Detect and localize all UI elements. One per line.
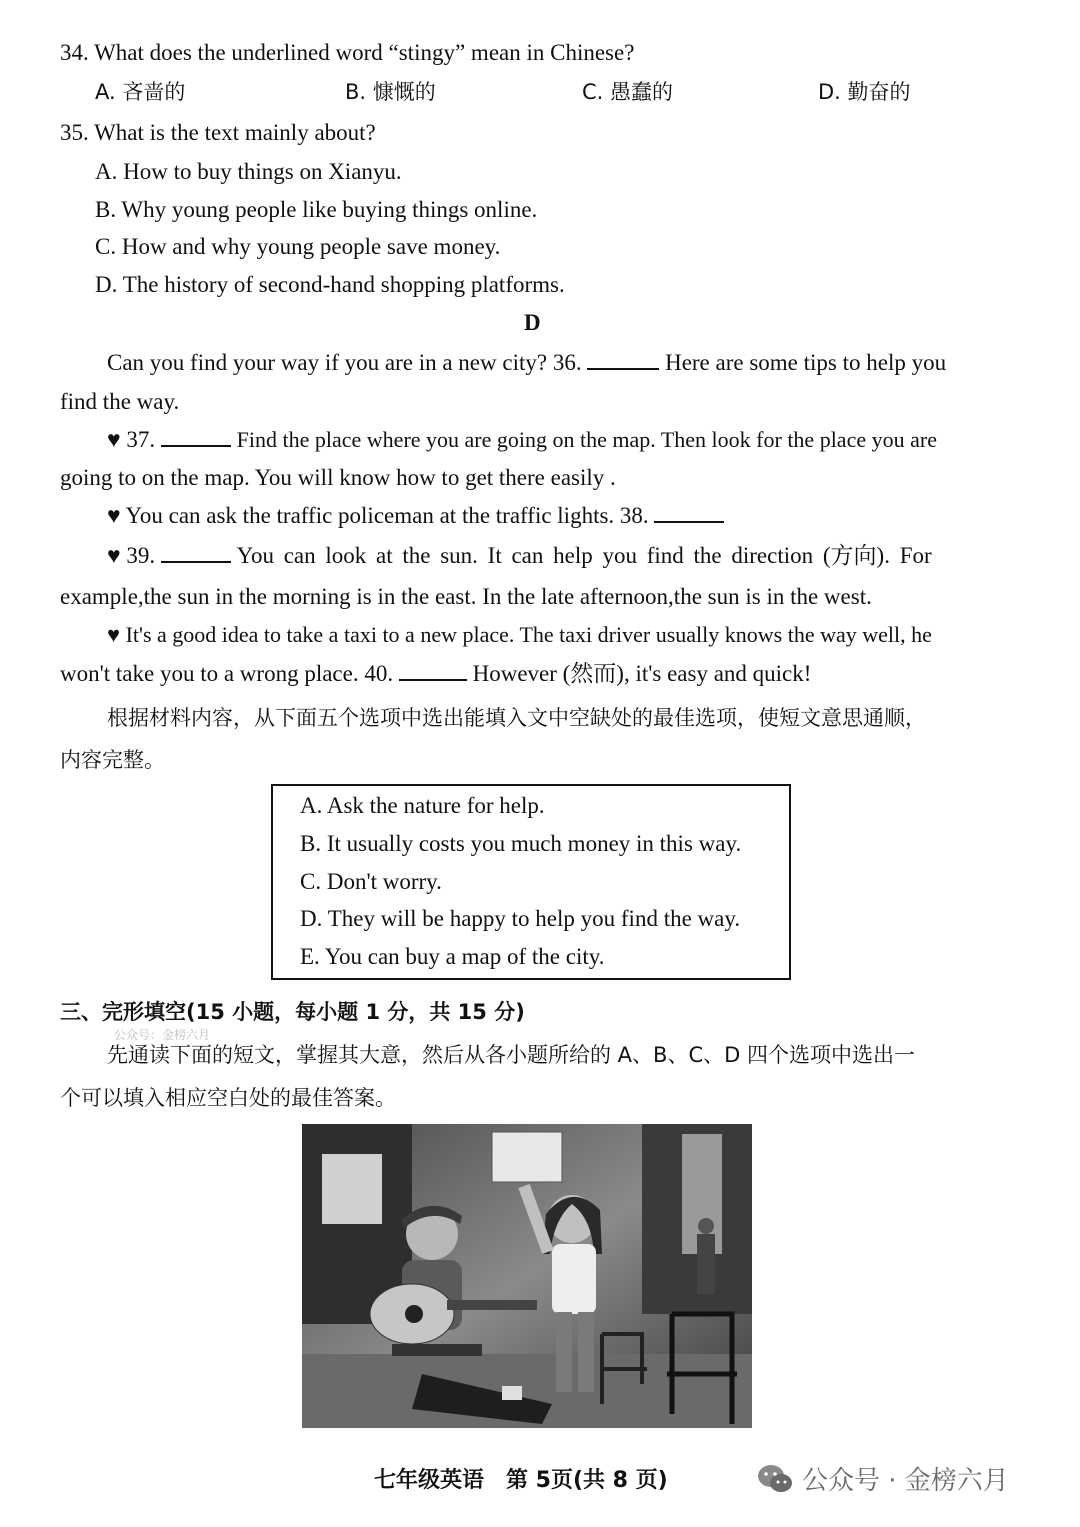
passage-line: ♥ It's a good idea to take a taxi to a new place. The taxi driver usually knows the way well, he <box>107 622 932 647</box>
passage-line <box>107 501 724 531</box>
instruction-line: 根据材料内容，从下面五个选项中选出能填入文中空缺处的最佳选项，使短文意思通顺， <box>107 706 926 730</box>
q34-option-a: A. 吝啬的 <box>95 80 186 104</box>
passage-text: You can look at the sun. It can help you find the direction (方向). For <box>236 543 932 568</box>
passage-line <box>107 541 932 571</box>
passage-text: ♥ You can ask the traffic policeman at the traffic lights. 38. <box>107 503 649 528</box>
q34-option-c: C. 愚蠢的 <box>582 80 674 104</box>
blank-38 <box>654 521 724 523</box>
blank-37 <box>161 445 231 447</box>
instruction-line: 内容完整。 <box>60 748 165 772</box>
q34-option-d: D. 勤奋的 <box>818 80 911 104</box>
q35-option-a: A. How to buy things on Xianyu. <box>95 159 402 184</box>
passage-heading: D <box>524 310 541 335</box>
wechat-icon <box>756 1463 794 1495</box>
passage-text: Can you find your way if you are in a new city? 36. <box>107 350 582 375</box>
q35-option-b: B. Why young people like buying things online. <box>95 197 538 222</box>
q35-option-c: C. How and why young people save money. <box>95 234 501 259</box>
option-c: C. Don't worry. <box>300 869 442 894</box>
passage-line: find the way. <box>60 389 180 414</box>
passage-line: going to on the map. You will know how to get there easily . <box>60 465 616 490</box>
passage-text: Find the place where you are going on the map. Then look for the place you are <box>236 427 937 452</box>
blank-40 <box>399 679 467 681</box>
passage-text: Here are some tips to help you <box>665 350 947 375</box>
passage-line <box>107 348 946 378</box>
passage-text: However (然而), it's easy and quick! <box>472 661 812 686</box>
instruction-line: 个可以填入相应空白处的最佳答案。 <box>60 1086 396 1110</box>
instruction-line: 先通读下面的短文，掌握其大意，然后从各小题所给的 A、B、C、D 四个选项中选出一 <box>107 1043 915 1067</box>
option-e: E. You can buy a map of the city. <box>300 944 605 969</box>
blank-39 <box>161 561 231 563</box>
passage-line <box>60 659 811 689</box>
q34-stem: 34. What does the underlined word “stingy” mean in Chinese? <box>60 40 635 65</box>
blank-36 <box>587 368 659 370</box>
watermark-text: 公众号 · 金榜六月 <box>802 1466 1009 1496</box>
passage-text: won't take you to a wrong place. 40. <box>60 661 394 686</box>
page-footer: 七年级英语 第 5页(共 8 页) <box>374 1468 668 1493</box>
passage-line: example,the sun in the morning is in the east. In the late afternoon,the sun is in the west. <box>60 584 872 609</box>
passage-line <box>107 425 937 455</box>
q34-option-b: B. 慷慨的 <box>345 80 436 104</box>
street-musician-illustration <box>302 1124 752 1428</box>
passage-text: ♥ 37. <box>107 427 156 452</box>
faint-watermark: 公众号：金榜六月 <box>114 1028 211 1042</box>
q35-option-d: D. The history of second-hand shopping platforms. <box>95 272 565 297</box>
option-d: D. They will be happy to help you find the way. <box>300 906 741 931</box>
passage-text: ♥ 39. <box>107 543 156 568</box>
option-a: A. Ask the nature for help. <box>300 793 545 818</box>
watermark <box>756 1460 1009 1497</box>
option-b: B. It usually costs you much money in this way. <box>300 831 742 856</box>
section-title: 三、完形填空(15 小题，每小题 1 分，共 15 分) <box>60 1000 525 1024</box>
options-box <box>271 784 791 980</box>
q35-stem: 35. What is the text mainly about? <box>60 120 376 145</box>
